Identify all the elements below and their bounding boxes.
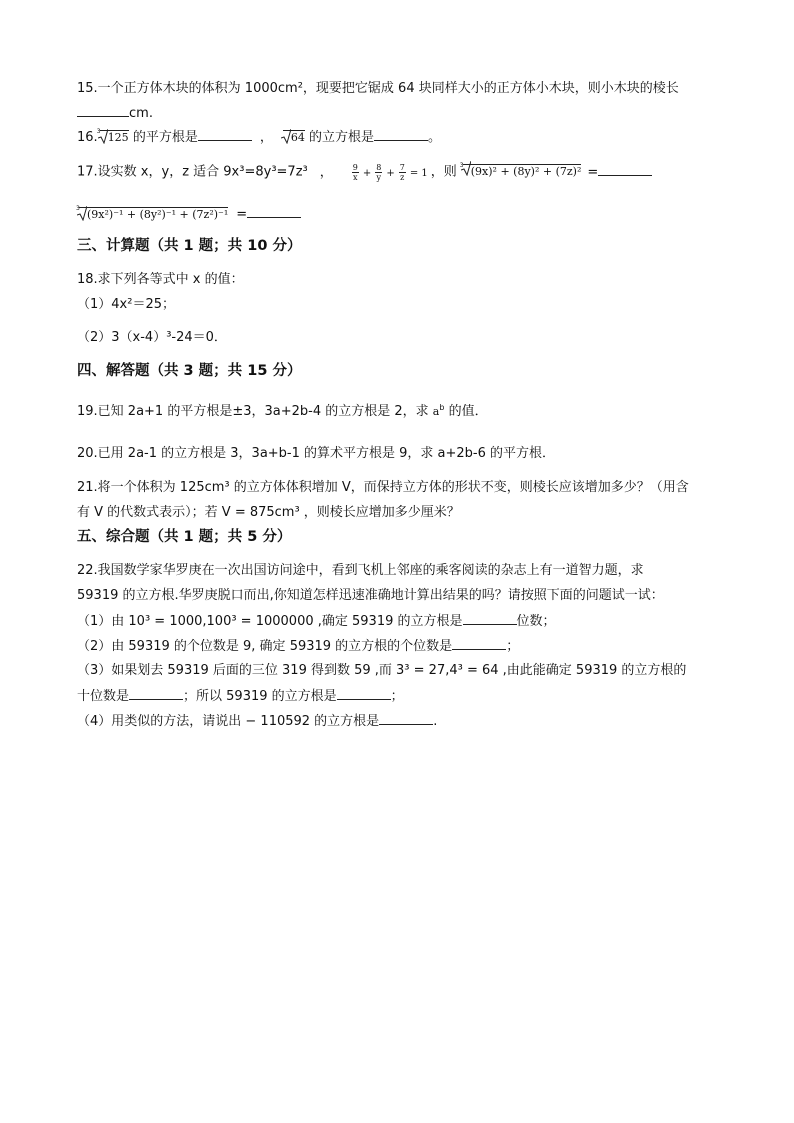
then-text: ，则 bbox=[430, 164, 457, 180]
numerator: 7 bbox=[399, 162, 405, 172]
radical-sign-icon bbox=[98, 129, 108, 144]
question-22-line-1: 22.我国数学家华罗庚在一次出国访问途中，看到飞机上邻座的乘客阅读的杂志上有一道智力题，求 bbox=[77, 563, 644, 578]
question-16-number: 16. bbox=[77, 130, 98, 145]
section-3-heading: 三、计算题（共 1 题；共 10 分） bbox=[77, 238, 302, 254]
question-15-answer-line bbox=[77, 104, 153, 123]
cube-root-inverse-expression bbox=[77, 206, 228, 224]
question-18-stem: 18.求下列各等式中 x 的值： bbox=[77, 272, 244, 287]
denominator: x bbox=[353, 172, 358, 182]
numerator: 9 bbox=[352, 162, 358, 172]
part-3-text-b: 十位数是 bbox=[77, 689, 130, 704]
question-17-text: 17.设实数 x，y，z 适合 9x³=8y³=7z³ bbox=[77, 164, 308, 180]
answer-blank[interactable] bbox=[374, 128, 428, 141]
question-17-part-2 bbox=[77, 205, 301, 224]
radicand: (9x)² + (8y)² + (7z)² bbox=[463, 164, 582, 178]
radical-sign-icon bbox=[461, 161, 471, 176]
answer-blank[interactable] bbox=[452, 637, 506, 650]
question-15-end: . bbox=[148, 106, 153, 121]
answer-blank[interactable] bbox=[77, 104, 129, 117]
part-2-end: ； bbox=[506, 639, 520, 654]
denominator: y bbox=[376, 172, 382, 182]
question-22-part-2 bbox=[77, 637, 519, 656]
question-20: 20.已用 2a-1 的立方根是 3，3a+b-1 的算术平方根是 9，求 a+2b-6 的平方根． bbox=[77, 446, 556, 461]
question-15-unit: cm bbox=[129, 106, 149, 121]
fraction-9-over-x bbox=[352, 163, 359, 182]
question-22-part-1 bbox=[77, 612, 556, 631]
question-19 bbox=[77, 403, 488, 421]
question-21-line-1: 21.将一个体积为 125cm³ 的立方体体积增加 V，而保持立方体的形状不变，则棱长应该增加多少？（用含 bbox=[77, 480, 689, 495]
answer-blank[interactable] bbox=[463, 612, 517, 625]
question-19-end: 的值． bbox=[444, 404, 488, 419]
question-22-part-4 bbox=[77, 712, 437, 731]
part-1-end: 位数； bbox=[516, 614, 556, 629]
numerator: 8 bbox=[376, 162, 382, 172]
part-1-text: （1）由 10³ = 1000,100³ = 1000000 ,确定 59319 的立方根是 bbox=[77, 614, 463, 629]
sqrt-64 bbox=[281, 129, 305, 147]
equals-sign: = bbox=[236, 207, 248, 222]
plus-sign: + bbox=[362, 167, 372, 179]
part-2-text: （2）由 59319 的个位数是 9, 确定 59319 的立方根的个位数是 bbox=[77, 639, 453, 654]
equals-one: = 1 bbox=[409, 167, 428, 179]
answer-blank[interactable] bbox=[247, 205, 301, 218]
question-18-part-1: （1）4x²＝25； bbox=[77, 297, 175, 312]
question-19-text: 19.已知 2a+1 的平方根是±3，3a+2b-4 的立方根是 2，求 bbox=[77, 404, 433, 419]
question-22-part-3-cont bbox=[77, 687, 404, 706]
radicand: 125 bbox=[100, 130, 129, 144]
part-4-end: . bbox=[433, 714, 438, 729]
radical-sign-icon bbox=[281, 129, 291, 144]
fraction-7-over-z bbox=[399, 163, 406, 182]
fraction-8-over-y bbox=[375, 163, 382, 182]
question-15-text: 15.一个正方体木块的体积为 1000cm²，现要把它锯成 64 块同样大小的正方体小木块，则小木块的棱长 bbox=[77, 81, 679, 96]
answer-blank[interactable] bbox=[129, 687, 183, 700]
question-21-line-2: 有 V 的代数式表示）；若 V = 875cm³ ，则棱长应增加多少厘米？ bbox=[77, 505, 460, 520]
radical-sign-icon bbox=[77, 206, 87, 221]
radicand: (9x²)⁻¹ + (8y²)⁻¹ + (7z²)⁻¹ bbox=[79, 207, 228, 221]
plus-sign: + bbox=[386, 167, 395, 179]
separator: ， bbox=[259, 130, 273, 145]
section-5-heading: 五、综合题（共 1 题；共 5 分） bbox=[77, 529, 292, 545]
question-16-text-1: 的平方根是 bbox=[128, 130, 198, 145]
part-4-text: （4）用类似的方法，请说出 − 110592 的立方根是 bbox=[77, 714, 380, 729]
power-base: a bbox=[432, 405, 440, 418]
question-16 bbox=[77, 128, 441, 147]
radicand: 64 bbox=[283, 130, 305, 144]
question-16-text-2: 的立方根是 bbox=[304, 130, 374, 145]
answer-blank[interactable] bbox=[337, 687, 391, 700]
question-18-part-2: （2）3（x-4）³-24＝0． bbox=[77, 330, 227, 345]
part-3-end: ； bbox=[390, 689, 404, 704]
answer-blank[interactable] bbox=[198, 128, 252, 141]
separator: ， bbox=[319, 164, 333, 180]
radical-index: 3 bbox=[96, 127, 101, 135]
radical-index: 3 bbox=[76, 204, 80, 212]
power-exponent: b bbox=[439, 403, 445, 412]
radical-index: 3 bbox=[459, 162, 464, 169]
equals-sign: = bbox=[587, 164, 599, 180]
section-4-heading: 四、解答题（共 3 题；共 15 分） bbox=[77, 363, 302, 379]
cube-root-125 bbox=[98, 129, 129, 147]
cube-root-expression bbox=[461, 161, 582, 183]
question-22-line-2: 59319 的立方根.华罗庚脱口而出,你知道怎样迅速准确地计算出结果的吗？请按照下面的问题试一试： bbox=[77, 588, 664, 603]
part-3-text-c: ；所以 59319 的立方根是 bbox=[183, 689, 337, 704]
question-16-end: 。 bbox=[427, 130, 441, 145]
question-17 bbox=[77, 161, 652, 185]
question-15 bbox=[77, 80, 679, 98]
denominator: z bbox=[400, 172, 405, 182]
answer-blank[interactable] bbox=[379, 712, 433, 725]
answer-blank[interactable] bbox=[598, 163, 652, 176]
question-22-part-3: （3）如果划去 59319 后面的三位 319 得到数 59 ,而 3³ = 27,4³ = 64 ,由此能确定 59319 的立方根的 bbox=[77, 663, 687, 678]
